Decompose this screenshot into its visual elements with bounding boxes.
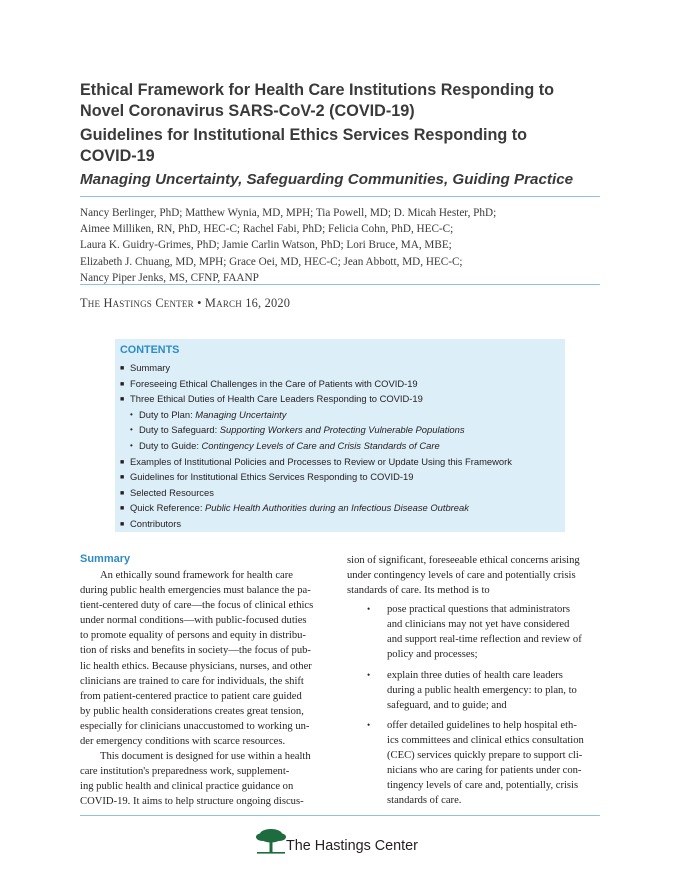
toc-item[interactable]: ■ Guidelines for Institutional Ethics Services Responding to COVID-19 bbox=[120, 469, 512, 485]
title-line-2: Novel Coronavirus SARS-CoV-2 (COVID-19) bbox=[80, 102, 415, 120]
bullet-icon: • bbox=[367, 604, 371, 614]
contents-box bbox=[115, 339, 565, 532]
toc-item[interactable]: ■ Examples of Institutional Policies and Processes to Review or Update Using this Framework bbox=[120, 454, 512, 470]
contents-heading: CONTENTS bbox=[120, 344, 180, 356]
square-bullet-icon: ■ bbox=[120, 365, 125, 372]
author-line: Nancy Berlinger, PhD; Matthew Wynia, MD, MPH; Tia Powell, MD; D. Micah Hester, PhD; bbox=[80, 207, 497, 219]
toc-item[interactable]: ■ Quick Reference: Public Health Authorities during an Infectious Disease Outbreak bbox=[120, 500, 512, 516]
toc-item[interactable]: ■ Contributors bbox=[120, 516, 512, 532]
bullet-icon: • bbox=[367, 670, 371, 680]
square-bullet-icon: ■ bbox=[120, 474, 125, 482]
divider-bottom bbox=[80, 815, 600, 816]
square-bullet-icon: ■ bbox=[120, 505, 125, 513]
author-list bbox=[80, 205, 600, 286]
author-line: Laura K. Guidry-Grimes, PhD; Jamie Carlin Watson, PhD; Lori Bruce, MA, MBE; bbox=[80, 239, 452, 252]
round-bullet-icon: • bbox=[130, 425, 133, 435]
footer-logo-text: The Hastings Center bbox=[286, 838, 418, 854]
square-bullet-icon: ■ bbox=[120, 489, 125, 497]
round-bullet-icon: • bbox=[130, 409, 133, 419]
divider-authors bbox=[80, 284, 600, 285]
report-title bbox=[80, 80, 600, 122]
toc-item[interactable]: ■ Selected Resources bbox=[120, 485, 512, 501]
guidelines-line-2: COVID-19 bbox=[80, 147, 155, 165]
toc-subitem[interactable]: • Duty to Plan: Managing Uncertainty bbox=[120, 407, 512, 423]
paragraph: sion of significant, foreseeable ethical concerns arising under contingency levels of care and potentially crisis standards of care. Its method is to bbox=[347, 555, 580, 597]
author-line: Elizabeth J. Chuang, MD, MPH; Grace Oei, MD, HEC-C; Jean Abbott, MD, HEC-C; bbox=[80, 255, 463, 268]
paragraph: This document is designed for use within a health care institution's preparedness work, supplement- ing public health and clinical practice guidance on COVID-19. It aims to help structure ongoing discus- bbox=[80, 751, 311, 808]
author-line: Aimee Milliken, RN, PhD, HEC-C; Rachel Fabi, PhD; Felicia Cohn, PhD, HEC-C; bbox=[80, 223, 454, 236]
square-bullet-icon: ■ bbox=[120, 520, 125, 528]
toc-item[interactable]: ■ Foreseeing Ethical Challenges in the Care of Patients with COVID-19 bbox=[120, 376, 512, 392]
paragraph: An ethically sound framework for health care during public health emergencies must balance the pa- tient-centered duty of care—the focus of clinical ethics under normal conditions—with public-focused duties to promote equality of persons and equity in distribu- tion of risks and benefits in society—the focus of pub- lic health ethics. Because physicians, nurses, and other clinicians are trained to care for individuals, the shift from patient-centered practice to patient care guided by public health considerations creates great tension, especially for clinicians unaccustomed to working un- der emergency conditions with scarce resources. bbox=[80, 570, 314, 748]
divider-top bbox=[80, 196, 600, 197]
title-line-1: Ethical Framework for Health Care Institutions Responding to bbox=[80, 81, 554, 99]
toc-subitem[interactable]: • Duty to Guide: Contingency Levels of Care and Crisis Standards of Care bbox=[120, 438, 512, 454]
contents-list bbox=[120, 360, 512, 532]
author-line: Nancy Piper Jenks, MS, CFNP, FAANP bbox=[80, 271, 259, 284]
publisher-date: The Hastings Center • March 16, 2020 bbox=[80, 296, 291, 310]
bullet-icon: • bbox=[367, 720, 371, 730]
summary-left-column bbox=[80, 568, 334, 810]
square-bullet-icon: ■ bbox=[120, 458, 125, 466]
toc-subitem[interactable]: • Duty to Safeguard: Supporting Workers and Protecting Vulnerable Populations bbox=[120, 422, 512, 438]
report-subtitle-guidelines bbox=[80, 125, 600, 167]
square-bullet-icon: ■ bbox=[120, 380, 125, 388]
guidelines-line-1: Guidelines for Institutional Ethics Services Responding to bbox=[80, 126, 528, 144]
toc-item[interactable]: ■ Summary bbox=[120, 360, 512, 376]
summary-heading: Summary bbox=[80, 553, 131, 565]
square-bullet-icon: ■ bbox=[120, 396, 125, 404]
tagline: Managing Uncertainty, Safeguarding Communities, Guiding Practice bbox=[80, 171, 574, 188]
toc-item[interactable]: ■ Three Ethical Duties of Health Care Leaders Responding to COVID-19 bbox=[120, 391, 512, 407]
round-bullet-icon: • bbox=[130, 440, 133, 450]
summary-right-column bbox=[347, 553, 601, 598]
